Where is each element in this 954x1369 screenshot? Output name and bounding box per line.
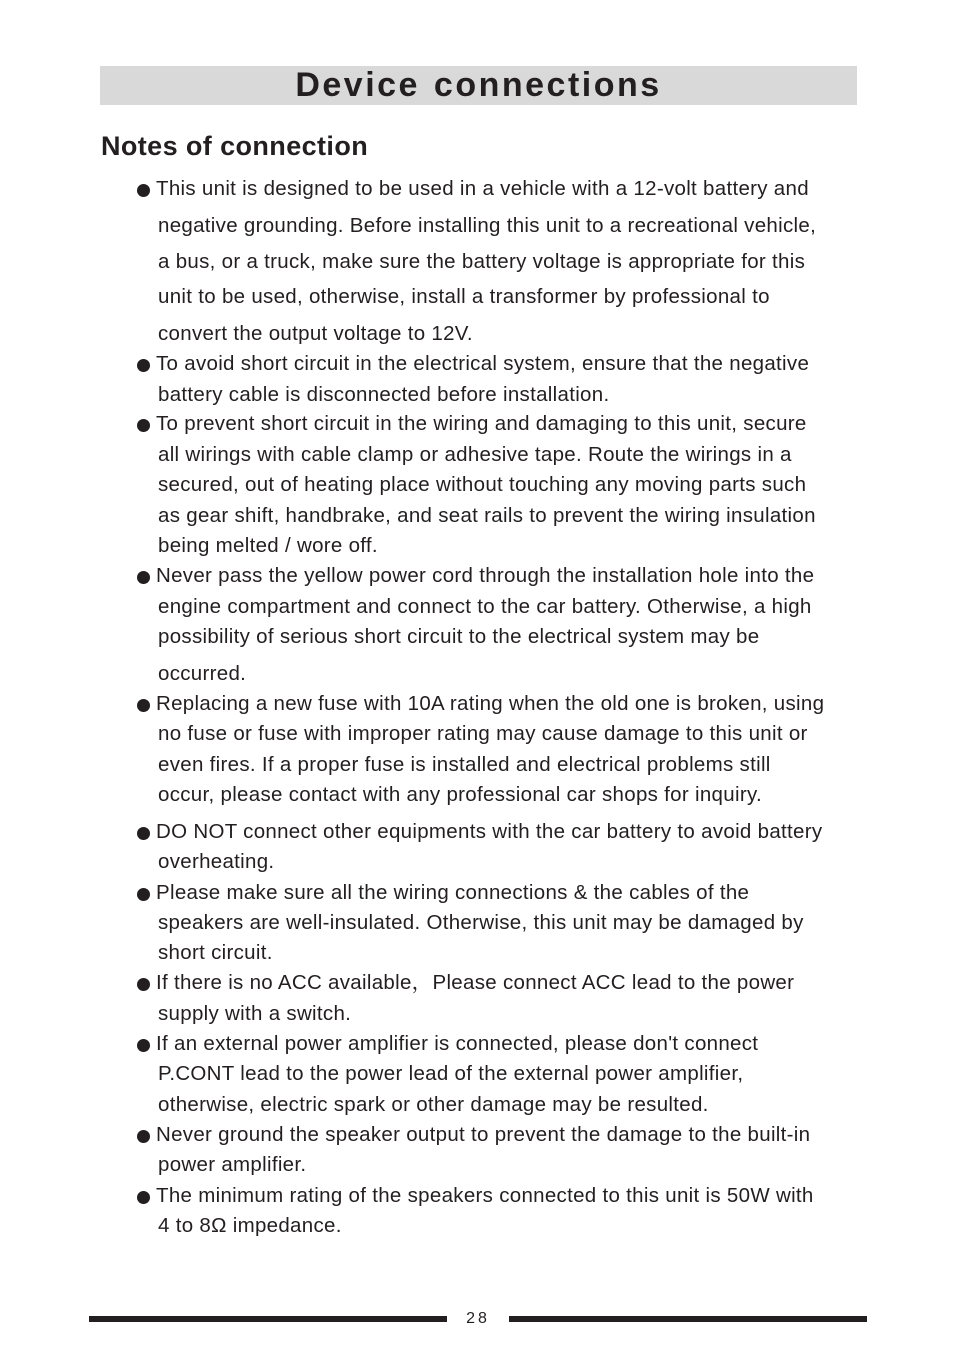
- bullet-text-line: speakers are well-insulated. Otherwise, this unit may be damaged by: [158, 911, 804, 934]
- bullet-icon: [137, 978, 150, 991]
- bullet-icon: [137, 827, 150, 840]
- bullet-text-line: being melted / wore off.: [158, 534, 378, 557]
- bullet-icon: [137, 1130, 150, 1143]
- bullet-icon: [137, 359, 150, 372]
- section-title: Notes of connection: [101, 131, 369, 161]
- bullet-icon: [137, 1191, 150, 1204]
- bullet-text-line: Never ground the speaker output to prevent the damage to the built-in: [156, 1123, 811, 1146]
- bullet-text-line: Replacing a new fuse with 10A rating when the old one is broken, using: [156, 692, 825, 715]
- bullet-text-line: a bus, or a truck, make sure the battery voltage is appropriate for this: [158, 250, 806, 273]
- bullet-text-line: even fires. If a proper fuse is installed and electrical problems still: [158, 753, 771, 776]
- bullet-icon: [137, 419, 150, 432]
- bullet-text-line: 4 to 8Ω impedance.: [158, 1214, 342, 1237]
- bullet-text-line: occur, please contact with any professional car shops for inquiry.: [158, 783, 762, 806]
- bullet-text-line: otherwise, electric spark or other damage may be resulted.: [158, 1093, 709, 1116]
- bullet-text-line: The minimum rating of the speakers connected to this unit is 50W with: [156, 1184, 814, 1207]
- bullet-text-line: secured, out of heating place without touching any moving parts such: [158, 473, 807, 496]
- title-bar: [100, 66, 857, 105]
- bullet-text-line: DO NOT connect other equipments with the car battery to avoid battery: [156, 820, 823, 843]
- bullet-text-line: supply with a switch.: [158, 1002, 352, 1025]
- bullet-text-line: unit to be used, otherwise, install a transformer by professional to: [158, 285, 770, 308]
- bullet-text-line: To avoid short circuit in the electrical system, ensure that the negative: [156, 352, 810, 375]
- footer-rule-right: [509, 1316, 867, 1322]
- bullet-icon: [137, 699, 150, 712]
- bullet-text-line: negative grounding. Before installing this unit to a recreational vehicle,: [158, 214, 817, 237]
- bullet-text-line: To prevent short circuit in the wiring and damaging to this unit, secure: [156, 412, 807, 435]
- bullet-text-line: If an external power amplifier is connected, please don't connect: [156, 1032, 759, 1055]
- page-title: Device connections: [295, 66, 662, 104]
- bullet-text-line: overheating.: [158, 850, 275, 873]
- bullet-icon: [137, 571, 150, 584]
- bullet-text-line: occurred.: [158, 662, 247, 685]
- page-number: 28: [466, 1310, 490, 1327]
- bullet-text-line: If there is no ACC available，Please connect ACC lead to the power: [156, 971, 795, 994]
- bullet-icon: [137, 184, 150, 197]
- bullet-text-line: power amplifier.: [158, 1153, 307, 1176]
- bullet-icon: [137, 888, 150, 901]
- bullet-text-line: Never pass the yellow power cord through the installation hole into the: [156, 564, 815, 587]
- bullet-text-line: possibility of serious short circuit to the electrical system may be: [158, 625, 760, 648]
- bullet-icon: [137, 1039, 150, 1052]
- bullet-text-line: Please make sure all the wiring connections & the cables of the: [156, 881, 750, 904]
- bullet-text-line: P.CONT lead to the power lead of the external power amplifier,: [158, 1062, 744, 1085]
- bullet-text-line: This unit is designed to be used in a vehicle with a 12-volt battery and: [156, 177, 809, 200]
- bullet-text-line: short circuit.: [158, 941, 273, 964]
- bullet-text-line: engine compartment and connect to the car battery. Otherwise, a high: [158, 595, 812, 618]
- footer-rule-left: [89, 1316, 447, 1322]
- bullet-text-line: battery cable is disconnected before installation.: [158, 383, 610, 406]
- bullet-text-line: no fuse or fuse with improper rating may cause damage to this unit or: [158, 722, 808, 745]
- bullet-text-line: as gear shift, handbrake, and seat rails to prevent the wiring insulation: [158, 504, 816, 527]
- bullet-text-line: all wirings with cable clamp or adhesive tape. Route the wirings in a: [158, 443, 792, 466]
- bullet-text-line: convert the output voltage to 12V.: [158, 322, 473, 345]
